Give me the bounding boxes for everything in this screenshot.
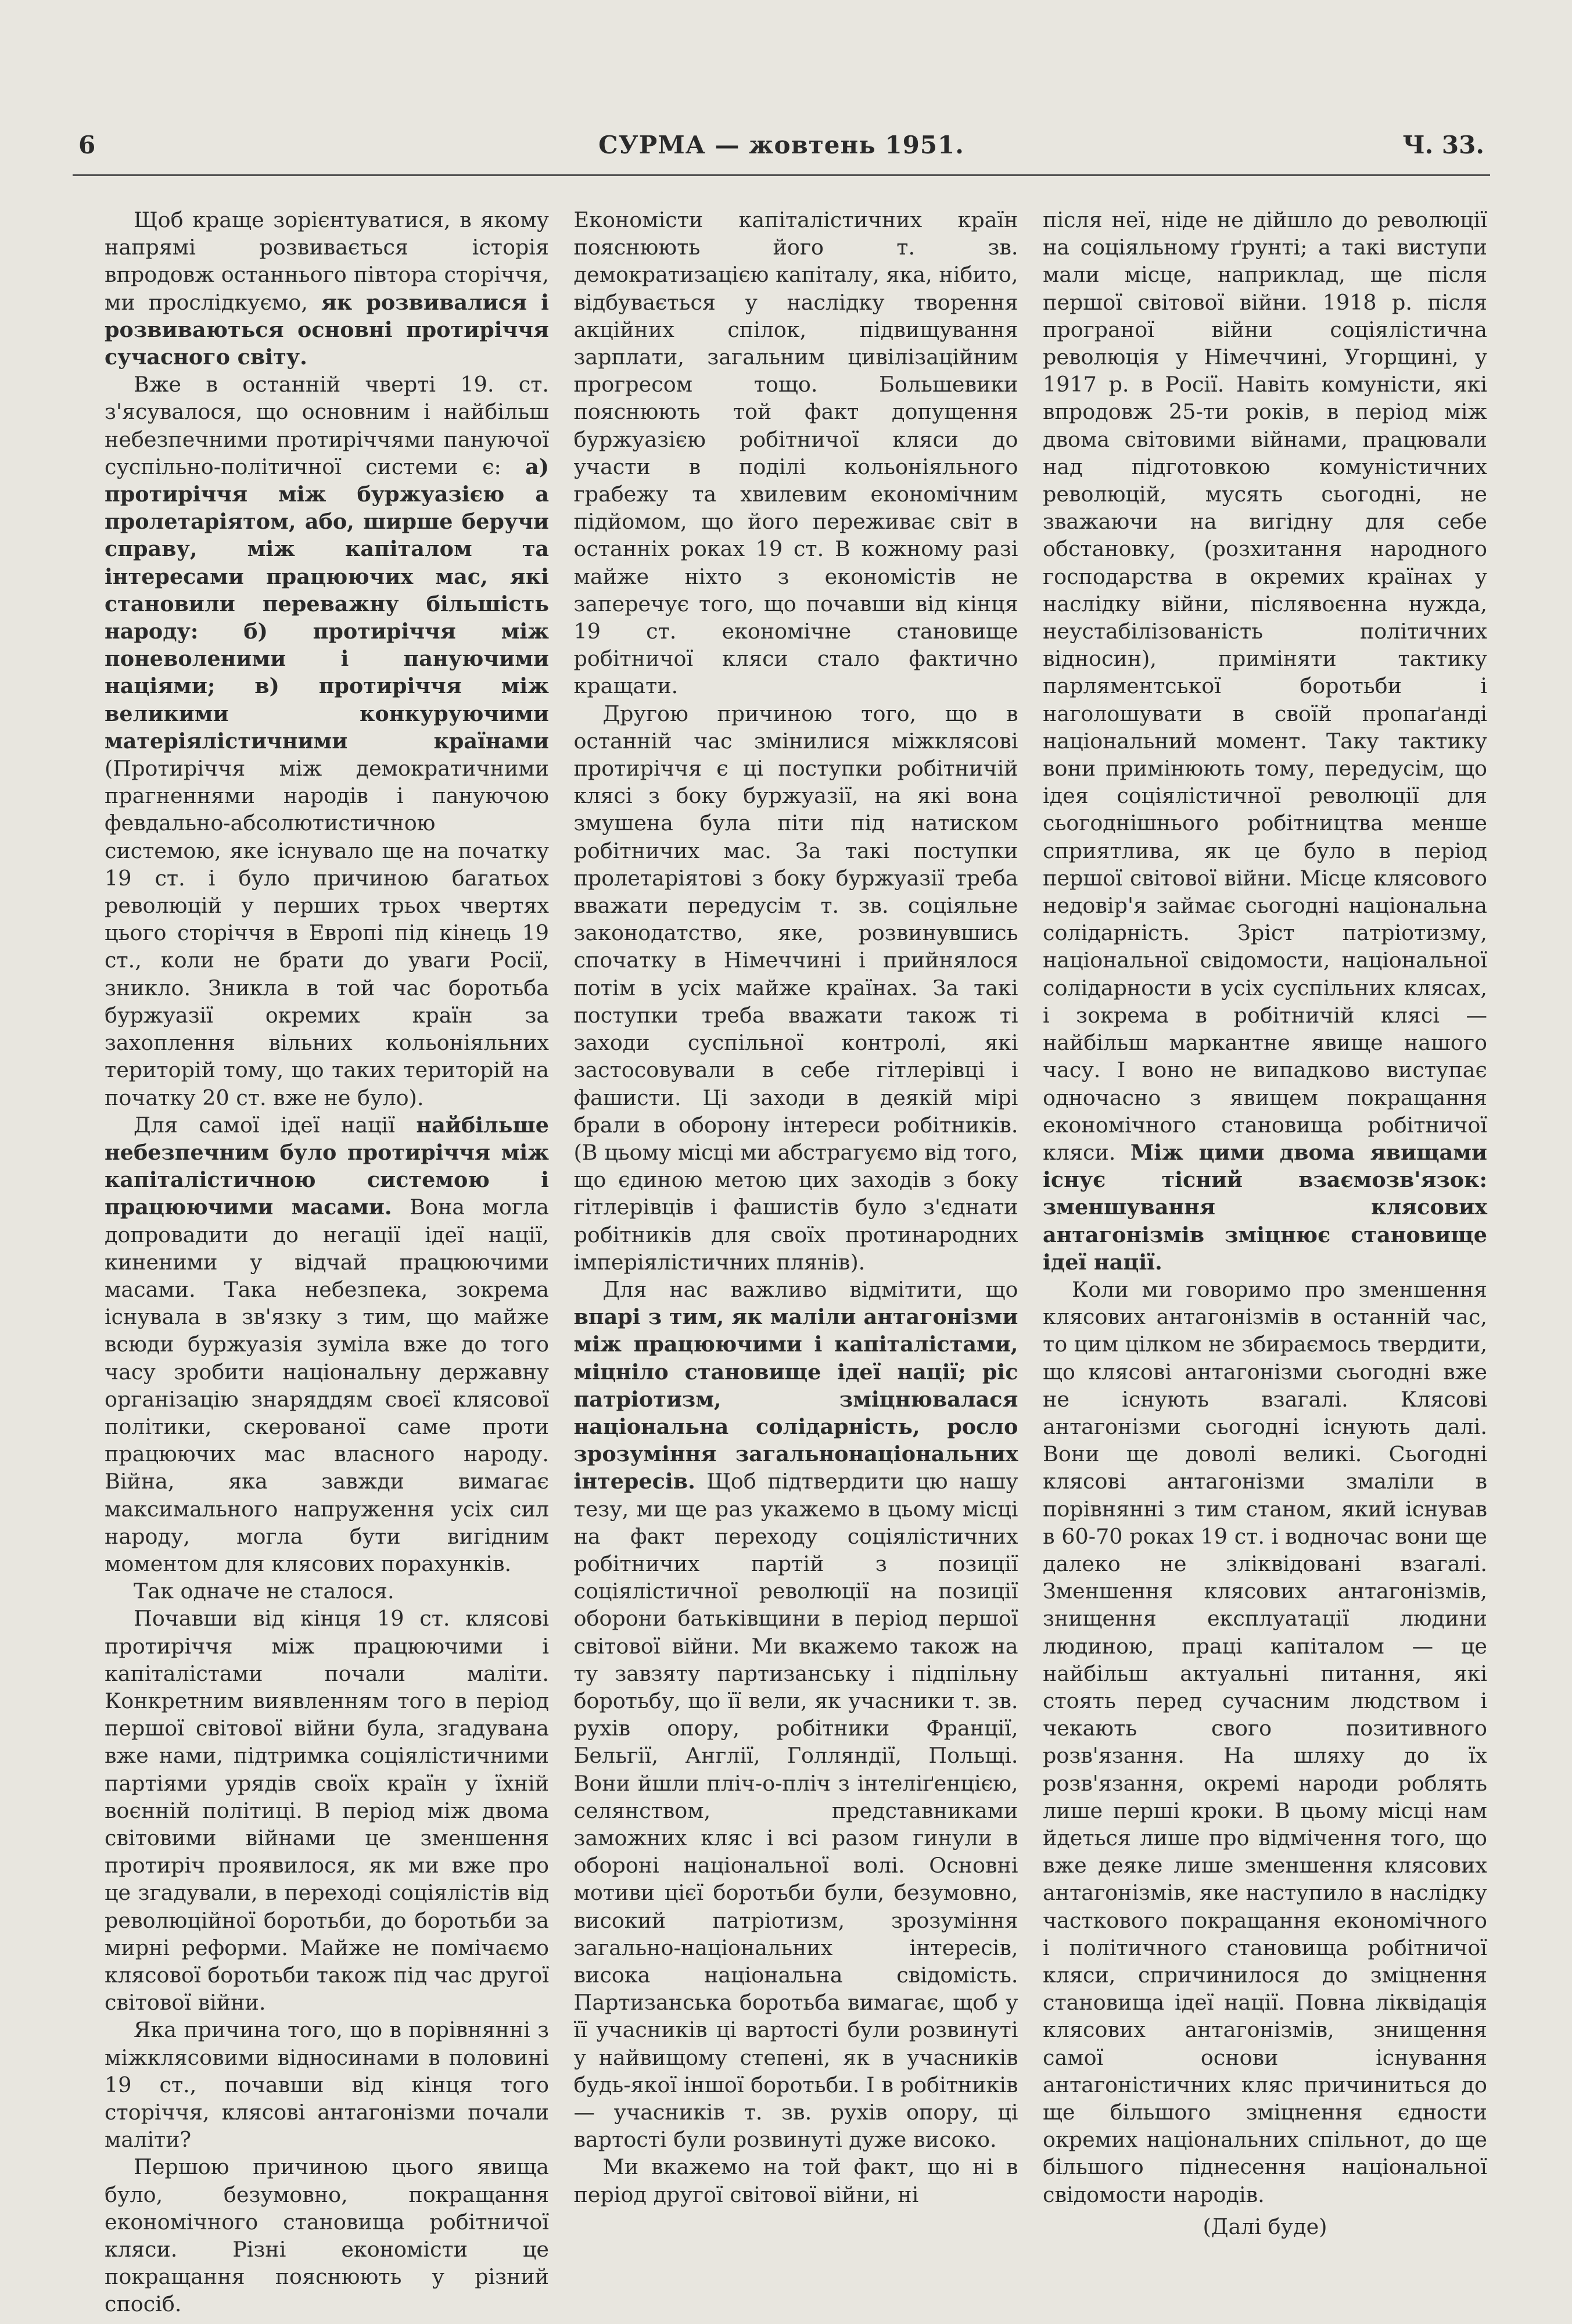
article-paragraph [105,1111,549,1577]
page-number: 6 [78,131,96,159]
article-column-3 [1043,206,1487,2239]
article-paragraph [1043,206,1487,1276]
emphasized-text: впарі з тим, як маліли антагонізми між працюючими і капіталістами, міцніло становище ідеї нації; ріс патріотизм, зміцнювалася національна солідарність, росло зрозуміння загальнонаціональних інтересів. [573,1304,1018,1494]
body-text: Вже в останній чверті 19. ст. з'ясувалося, що основним і найбільш небезпечними протиріччями пануючої суспільно-політичної системи є: [105,372,549,479]
body-text: Так одначе не сталося. [134,1579,394,1604]
body-text: Щоб краще зорієнтуватися, в якому напрямі розвивається історія впродовж останнього півтора сторіччя, ми прослідкуємо, [105,207,549,315]
body-text: (Протиріччя між демократичними прагненнями народів і пануючою февдально-абсолютистичною системою, яке існувало ще на початку 19 ст. і було причиною багатьох революцій у перших трьох чвертях цього сторіччя в Европі під кінець 19 ст., коли не брати до уваги Росії, зникло. Зникла в той час боротьба буржуазії окремих країн за захоплення вільних кольоніяльних територій тому, що таких територій на початку 20 ст. вже не було). [105,756,549,1110]
article-columns [105,206,1487,2317]
article-paragraph [105,206,549,371]
body-text: (Далі буде) [1203,2214,1327,2239]
article-paragraph [574,2153,1018,2208]
article-column-1 [105,206,549,2317]
masthead-title: СУРМА — жовтень 1951. [598,131,964,159]
article-paragraph [1043,1276,1487,2208]
emphasized-text: а) протиріччя між буржуазією а пролетаріятом, або, ширше беручи справу, між капіталом та інтересами працюючих мас, які становили переважну більшість народу: б) протиріччя між поневоленими і пануючими націями; в) протиріччя між великими конкуруючими матеріялістичними країнами [105,454,549,754]
emphasized-text: як розвивалися і розвиваються основні протиріччя сучасного світу. [105,289,549,370]
body-text: Економісти капіталістичних країн пояснюють його т. зв. демократизацією капіталу, яка, нібито, відбувається у наслідку творення акційних спілок, підвищування зарплати, загальним цивілізаційним прогресом тощо. Большевики пояснюють той факт допущення буржуазією робітничої кляси до участи в поділі кольоніяльного грабежу та хвилевим економічним підйомом, що його переживає світ в останніх роках 19 ст. В кожному разі майже ніхто з економістів не заперечує того, що почавши від кінця 19 ст. економічне становище робітничої кляси стало фактично кращати. [573,207,1018,699]
body-text: Першою причиною цього явища було, безумовно, покращання економічного становища робітничої кляси. Різні економісти це покращання пояснюють у різний спосіб. [105,2154,549,2317]
article-paragraph [105,371,549,1111]
article-paragraph [574,700,1018,1276]
body-text: Коли ми говоримо про зменшення клясових антагонізмів в останній час, то цим цілком не збираємось твердити, що клясові антагонізми сьогодні вже не існують взагалі. Клясові антагонізми сьогодні існують далі. Вони ще доволі великі. Сьогодні клясові антагонізми змаліли в порівнянні з тим станом, який існував в 60-70 роках 19 ст. і водночас вони ще далеко не зліквідовані взагалі. Зменшення клясових антагонізмів, знищення експлуатації людини людиною, праці капіталом — це найбільш актуальні питання, які стоять перед сучасним людством і чекають свого позитивного розв'язання. На шляху до їх розв'язання, окремі народи роблять лише перші кроки. В цьому місці нам йдеться лише про відмічення того, що вже деяке лише зменшення клясових антагонізмів, яке наступило в наслідку часткового покращання економічного і політичного становища робітничої кляси, спричинилося до зміцнення становища ідеї нації. Повна ліквідація клясових антагонізмів, знищення самої основи існування антагоністичних кляс причиниться до ще більшого зміцнення єдности окремих національних спільнот, до ще більшого піднесення національної свідомости народів. [1043,1276,1487,2207]
article-paragraph [1043,2213,1487,2240]
body-text: Другою причиною того, що в останній час змінилися міжклясові протиріччя є ці поступки робітничій клясі з боку буржуазії, на які вона змушена була піти під натиском робітничих мас. За такі поступки пролетаріятові з боку буржуазії треба вважати передусім т. зв. соціяльне законодатство, яке, розвинувшись спочатку в Німеччині і прийнялося потім в усіх майже країнах. За такі поступки треба вважати також ті заходи суспільної контролі, які застосовували в себе гітлерівці і фашисти. Ці заходи в деякій мірі брали в оборону інтереси робітників. (В цьому місці ми абстрагуємо від того, що єдиною метою цих заходів з боку гітлерівців і фашистів було з'єднати робітників для своїх протинародних імперіялістичних плянів). [573,701,1018,1275]
issue-part-number: Ч. 33. [1402,131,1484,159]
body-text: Для нас важливо відмітити, що [602,1276,1018,1302]
article-paragraph [105,1605,549,2016]
body-text: Для самої ідеї нації [134,1112,417,1138]
article-column-2 [574,206,1018,2211]
body-text: Вона могла допровадити до негації ідеї нації, киненими у відчай працюючими масами. Така небезпека, зокрема існувала в зв'язку з тим, що майже всюди буржуазія зуміла вже до того часу зробити національну державну організацію знаряддям своєї клясової політики, скерованої саме проти працюючих мас власного народу. Війна, яка завжди вимагає максимального напруження усіх сил народу, могла бути вигідним моментом для клясових порахунків. [105,1195,549,1576]
body-text: після неї, ніде не дійшло до революції на соціяльному ґрунті; а такі виступи мали місце, наприклад, ще після першої світової війни. 1918 р. після програної війни соціялістична революція у Німеччині, Угорщині, у 1917 р. в Росії. Навіть комуністи, які впродовж 25-ти років, в період між двома світовими війнами, працювали над підготовкою комуністичних революцій, мусять сьогодні, не зважаючи на вигідну для себе обстановку, (розхитання народного господарства в окремих країнах у наслідку війни, післявоєнна нужда, неустабілізованість політичних відносин), приміняти тактику парляментської боротьби і наголошувати в своїй пропаґанді національний момент. Таку тактику вони примінюють тому, передусім, що ідея соціялістичної революції для сьогоднішнього робітництва менше сприятлива, як це було в період першої світової війни. Місце клясового недовір'я займає сьогодні національна солідарність. Зріст патріотизму, національної свідомости, національної солідарности в усіх суспільних клясах, і зокрема в робітничій клясі — найбільш маркантне явище нашого часу. І воно не випадково виступає одночасно з явищем покращання економічного становища робітничої кляси. [1043,207,1487,1165]
body-text: Почавши від кінця 19 ст. клясові протиріччя між працюючими і капіталістами почали маліти. Конкретним виявленням того в період першої світової війни була, згадувана вже нами, підтримка соціялістичними партіями урядів своїх країн у їхній воєнній політиці. В період між двома світовими війнами це зменшення протиріч проявилося, як ми вже про це згадували, в переході соціялістів від революційної боротьби, до боротьби за мирні реформи. Майже не помічаємо клясової боротьби також під час другої світової війни. [105,1606,549,2015]
body-text: Яка причина того, що в порівнянні з міжклясовими відносинами в половині 19 ст., почавши від кінця того сторіччя, клясові антагонізми почали маліти? [105,2017,549,2153]
header-rule [73,174,1490,176]
body-text: Щоб підтвердити цю нашу тезу, ми ще раз укажемо в цьому місці на факт переходу соціялістичних робітничих партій з позиції соціялістичної революції на позиції оборони батьківщини в період першої світової війни. Ми вкажемо також на ту завзяту партизанську і підпільну боротьбу, що її вели, як учасники т. зв. рухів опору, робітники Франції, Бельгії, Англії, Голляндії, Польщі. Вони йшли пліч-о-пліч з інтеліґенцією, селянством, представниками заможних кляс і всі разом гинули в обороні національної волі. Основні мотиви цієї боротьби були, безумовно, високий патріотизм, зрозуміння загально-національних інтересів, висока національна свідомість. Партизанська боротьба вимагає, щоб у її учасників ці вартості були розвинуті у найвищому степені, як в учасників будь-якої іншої боротьби. І в робітників — учасників т. зв. рухів опору, ці вартості були розвинуті дуже високо. [573,1469,1018,2153]
article-paragraph [105,2153,549,2318]
article-paragraph [105,1577,549,1605]
article-paragraph [574,206,1018,700]
emphasized-text: Між цими двома явищами існує тісний взаємозв'язок: зменшування клясових антагонізмів зміцнює становище ідеї нації. [1043,1139,1487,1275]
article-paragraph [105,2016,549,2153]
body-text: Ми вкажемо на той факт, що ні в період другої світової війни, ні [573,2154,1018,2207]
article-paragraph [574,1276,1018,2154]
running-header [73,131,1490,171]
emphasized-text: найбільше небезпечним було протиріччя між капіталістичною системою і працюючими масами. [105,1112,549,1220]
